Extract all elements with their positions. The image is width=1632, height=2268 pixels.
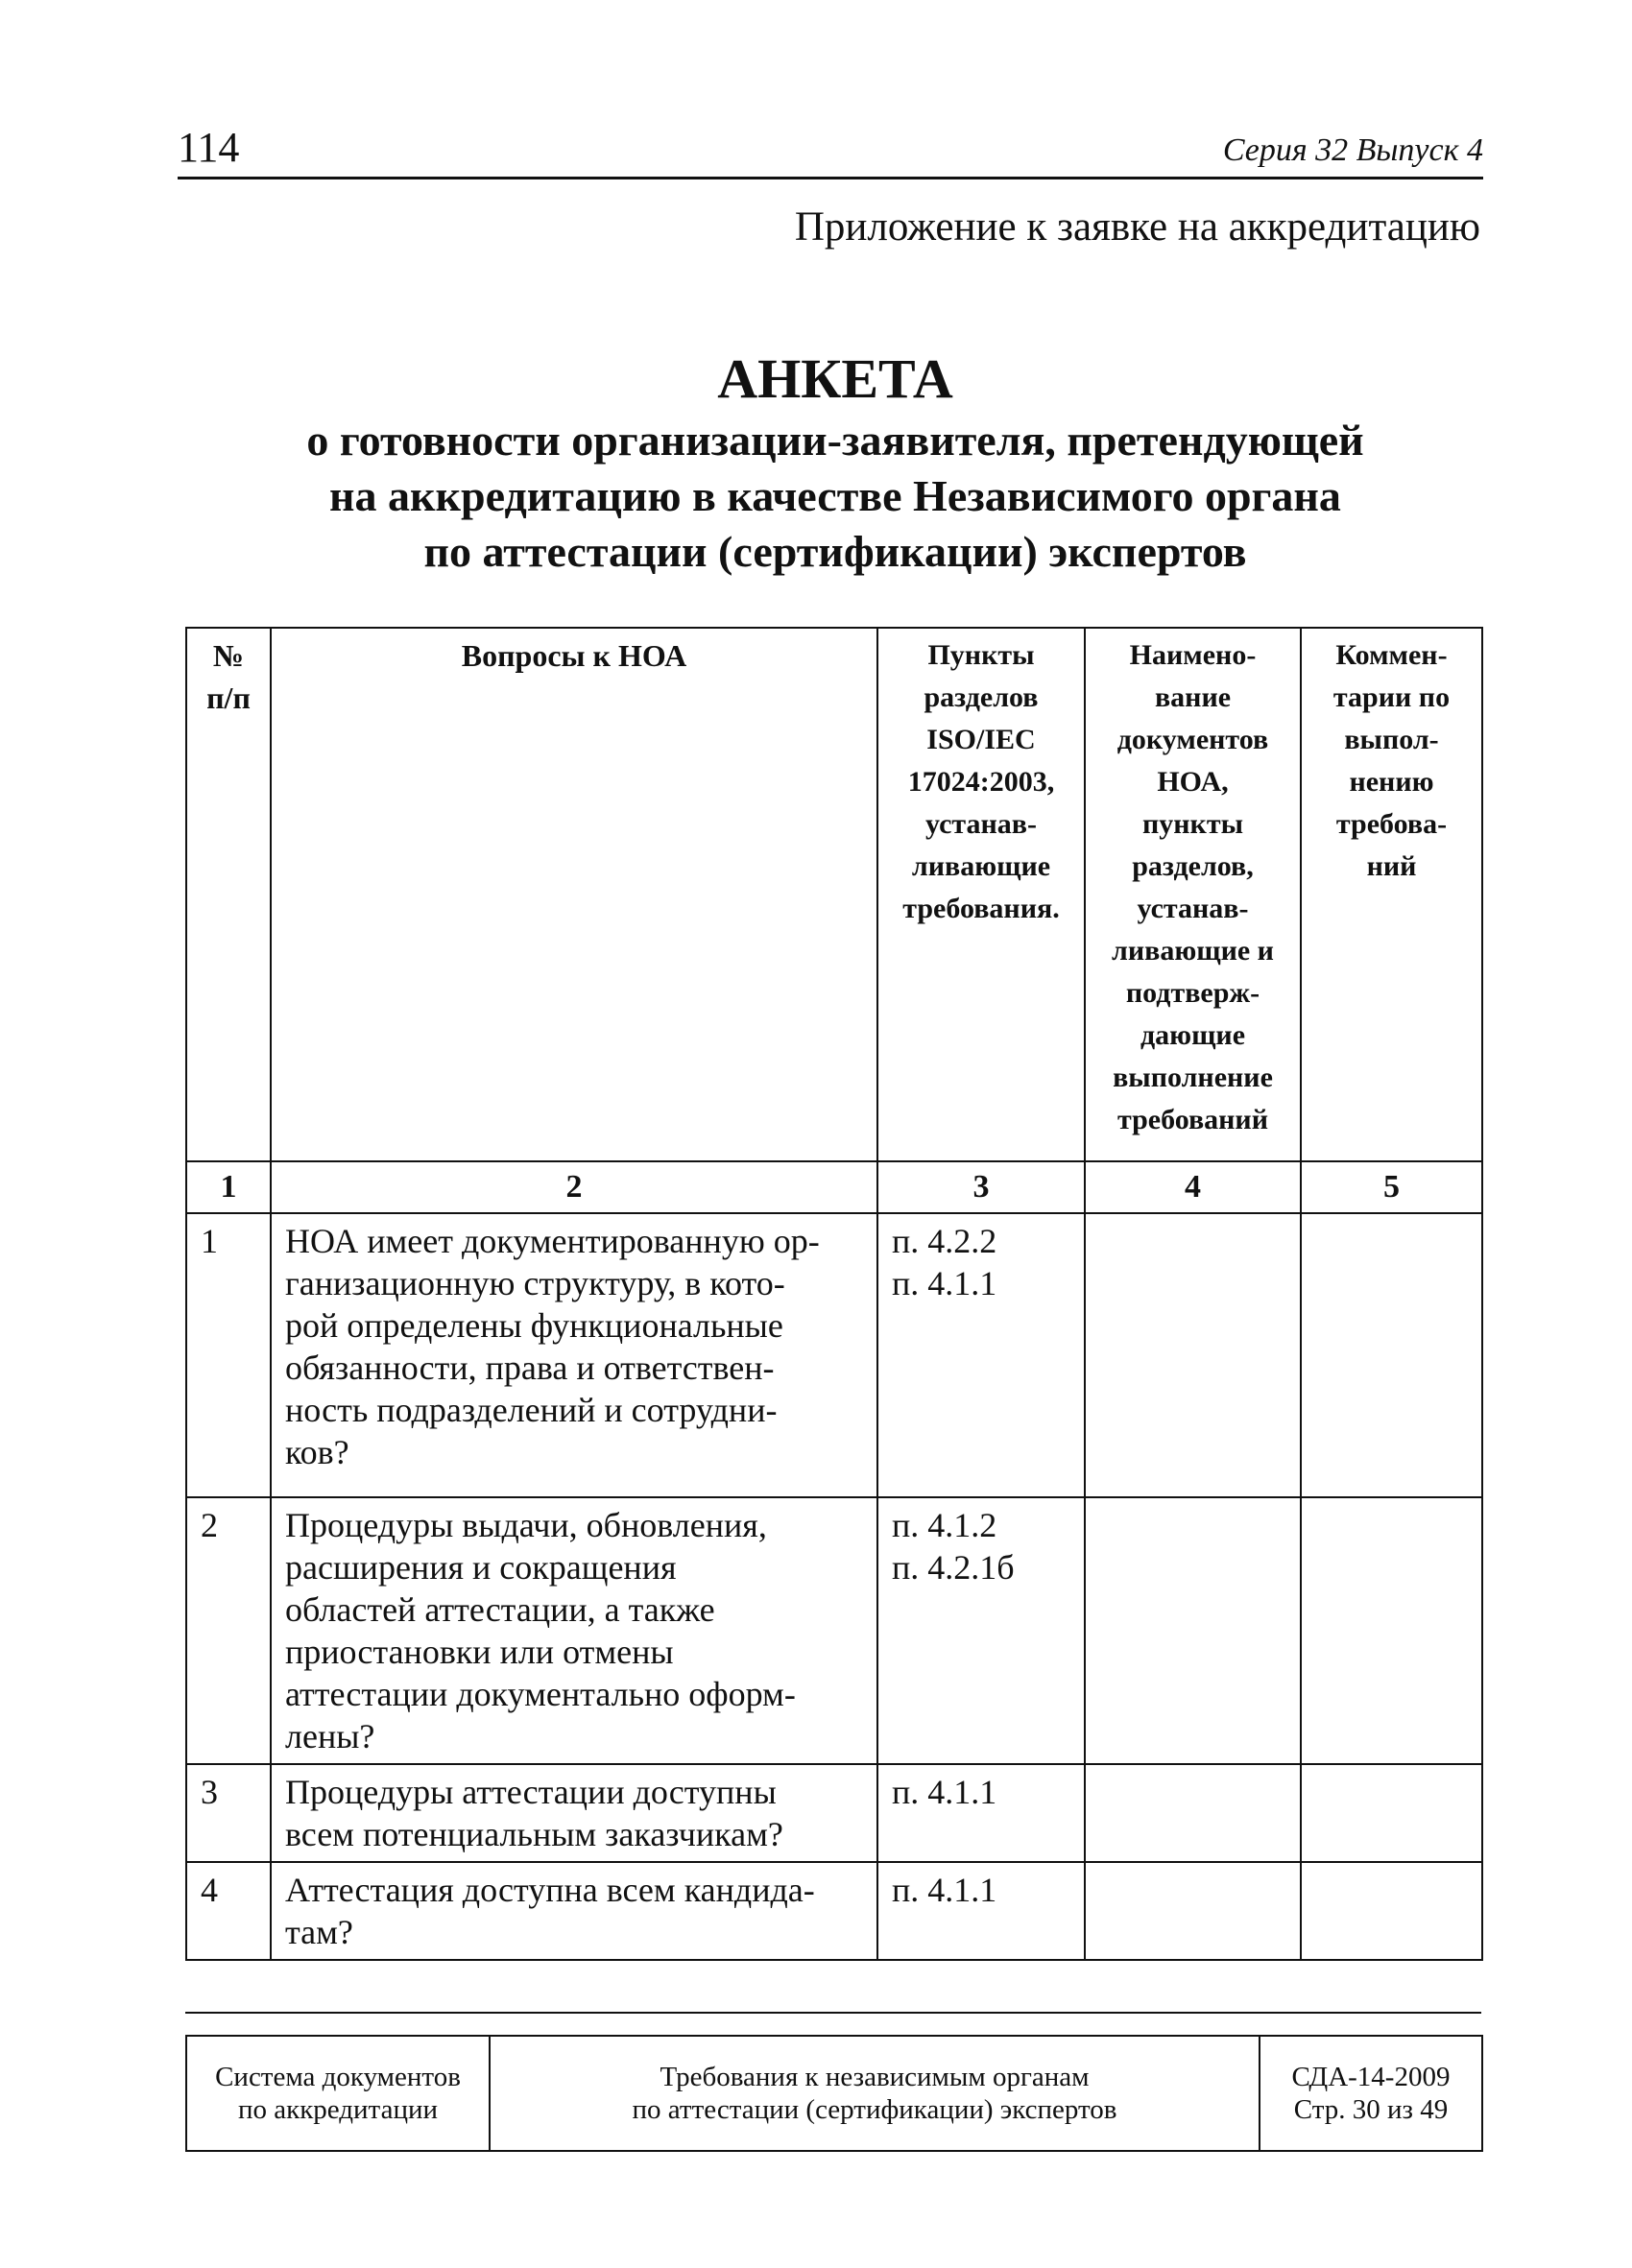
header-line: ний xyxy=(1366,850,1417,882)
header-line: разделов xyxy=(924,681,1039,713)
question-line: Процедуры выдачи, обновления, xyxy=(285,1506,767,1544)
column-number: 2 xyxy=(271,1161,877,1213)
table-row xyxy=(186,1764,1482,1862)
header-line: ливающие xyxy=(911,850,1051,882)
header-line: нению xyxy=(1349,766,1434,798)
title-line-1: о готовности организации-заявителя, претендующей xyxy=(306,416,1364,465)
comments-cell xyxy=(1301,1862,1482,1960)
table-row xyxy=(186,1213,1482,1497)
header-line: 17024:2003, xyxy=(907,766,1055,798)
documents-cell xyxy=(1085,1862,1301,1960)
reference-line: п. 4.1.2 xyxy=(892,1506,997,1544)
header-line: выполнение xyxy=(1113,1062,1273,1093)
documents-cell xyxy=(1085,1497,1301,1764)
question-line: Аттестация доступна всем кандида- xyxy=(285,1871,815,1909)
row-number: 4 xyxy=(186,1862,271,1960)
header-line: требования. xyxy=(902,893,1060,924)
question-cell xyxy=(271,1764,877,1862)
question-line: ков? xyxy=(285,1433,349,1471)
table-row xyxy=(186,1497,1482,1764)
footer-line: по аккредитации xyxy=(237,2094,439,2125)
header-cell-number xyxy=(186,628,271,1161)
question-line: лены? xyxy=(285,1717,375,1755)
header-cell-iso-clauses xyxy=(877,628,1085,1161)
header-line: устанав- xyxy=(925,808,1037,840)
header-cell-questions xyxy=(271,628,877,1161)
question-line: приостановки или отмены xyxy=(285,1633,674,1671)
reference-line: п. 4.1.1 xyxy=(892,1871,997,1909)
table-header-row xyxy=(186,628,1482,1161)
row-number: 1 xyxy=(186,1213,271,1497)
question-cell xyxy=(271,1213,877,1497)
comments-cell xyxy=(1301,1497,1482,1764)
appendix-label: Приложение к заявке на аккредитацию xyxy=(794,204,1480,250)
header-line: пункты xyxy=(1141,808,1243,840)
reference-cell xyxy=(877,1497,1085,1764)
reference-cell xyxy=(877,1862,1085,1960)
row-number: 3 xyxy=(186,1764,271,1862)
reference-line: п. 4.2.2 xyxy=(892,1222,997,1260)
header-line: п/п xyxy=(206,680,251,715)
footer-line: Требования к независимым органам xyxy=(660,2062,1090,2092)
comments-cell xyxy=(1301,1213,1482,1497)
footer-line: Система документов xyxy=(215,2062,461,2092)
question-line: аттестации документально оформ- xyxy=(285,1675,796,1713)
column-number: 3 xyxy=(877,1161,1085,1213)
column-number: 5 xyxy=(1301,1161,1482,1213)
question-line: расширения и сокращения xyxy=(285,1548,677,1587)
question-cell xyxy=(271,1497,877,1764)
title-line-2: на аккредитацию в качестве Независимого органа xyxy=(329,471,1341,520)
reference-line: п. 4.1.1 xyxy=(892,1773,997,1811)
footer-table xyxy=(185,2035,1483,2152)
question-line: НОА имеет документированную ор- xyxy=(285,1222,820,1260)
header-line: Коммен- xyxy=(1335,639,1448,671)
header-rule xyxy=(178,177,1483,179)
documents-cell xyxy=(1085,1213,1301,1497)
header-line: документов xyxy=(1116,724,1269,755)
column-number-row xyxy=(186,1161,1482,1213)
title-line-3: по аттестации (сертификации) экспертов xyxy=(423,527,1247,576)
footer-document-code xyxy=(1260,2036,1482,2151)
footer-line: Стр. 30 из 49 xyxy=(1293,2094,1449,2125)
footer-system-name xyxy=(186,2036,490,2151)
footer-document-title xyxy=(490,2036,1260,2151)
question-line: там? xyxy=(285,1913,353,1951)
footer-line: по аттестации (сертификации) экспертов xyxy=(632,2094,1117,2125)
title-main: АНКЕТА xyxy=(717,347,953,410)
footer-line: СДА-14-2009 xyxy=(1291,2062,1451,2092)
questionnaire-table xyxy=(185,627,1483,1961)
header-line: Вопросы к НОА xyxy=(461,638,687,673)
header-line: тарии по xyxy=(1332,681,1451,713)
header-line: № xyxy=(212,638,245,673)
question-line: рой определены функциональные xyxy=(285,1306,783,1345)
comments-cell xyxy=(1301,1764,1482,1862)
question-cell xyxy=(271,1862,877,1960)
header-cell-comments xyxy=(1301,628,1482,1161)
header-line: дающие xyxy=(1140,1019,1246,1051)
question-line: ность подразделений и сотрудни- xyxy=(285,1391,778,1429)
reference-line: п. 4.2.1б xyxy=(892,1548,1015,1587)
question-line: всем потенциальным заказчикам? xyxy=(285,1815,783,1853)
header-line: вание xyxy=(1154,681,1232,713)
question-line: обязанности, права и ответствен- xyxy=(285,1349,775,1387)
reference-cell xyxy=(877,1213,1085,1497)
row-number: 2 xyxy=(186,1497,271,1764)
question-line: ганизационную структуру, в кото- xyxy=(285,1264,785,1302)
header-line: ливающие и xyxy=(1112,935,1274,967)
header-line: ISO/IEC xyxy=(926,724,1036,755)
header-line: требований xyxy=(1116,1104,1269,1135)
document-title xyxy=(182,346,1488,580)
header-cell-documents xyxy=(1085,628,1301,1161)
question-line: областей аттестации, а также xyxy=(285,1590,715,1629)
reference-line: п. 4.1.1 xyxy=(892,1264,997,1302)
table-row xyxy=(186,1862,1482,1960)
header-line: выпол- xyxy=(1344,724,1439,755)
reference-cell xyxy=(877,1764,1085,1862)
column-number: 1 xyxy=(186,1161,271,1213)
header-line: разделов, xyxy=(1132,850,1254,882)
header-line: Наимено- xyxy=(1129,639,1257,671)
question-line: Процедуры аттестации доступны xyxy=(285,1773,777,1811)
header-line: требова- xyxy=(1335,808,1448,840)
header-line: Пункты xyxy=(927,639,1035,671)
footer-rule xyxy=(185,2012,1481,2014)
header-line: устанав- xyxy=(1137,893,1249,924)
header-line: подтверж- xyxy=(1125,977,1260,1009)
documents-cell xyxy=(1085,1764,1301,1862)
page-number: 114 xyxy=(178,124,240,171)
header-line: НОА, xyxy=(1157,766,1229,798)
series-label: Серия 32 Выпуск 4 xyxy=(1222,132,1483,168)
column-number: 4 xyxy=(1085,1161,1301,1213)
